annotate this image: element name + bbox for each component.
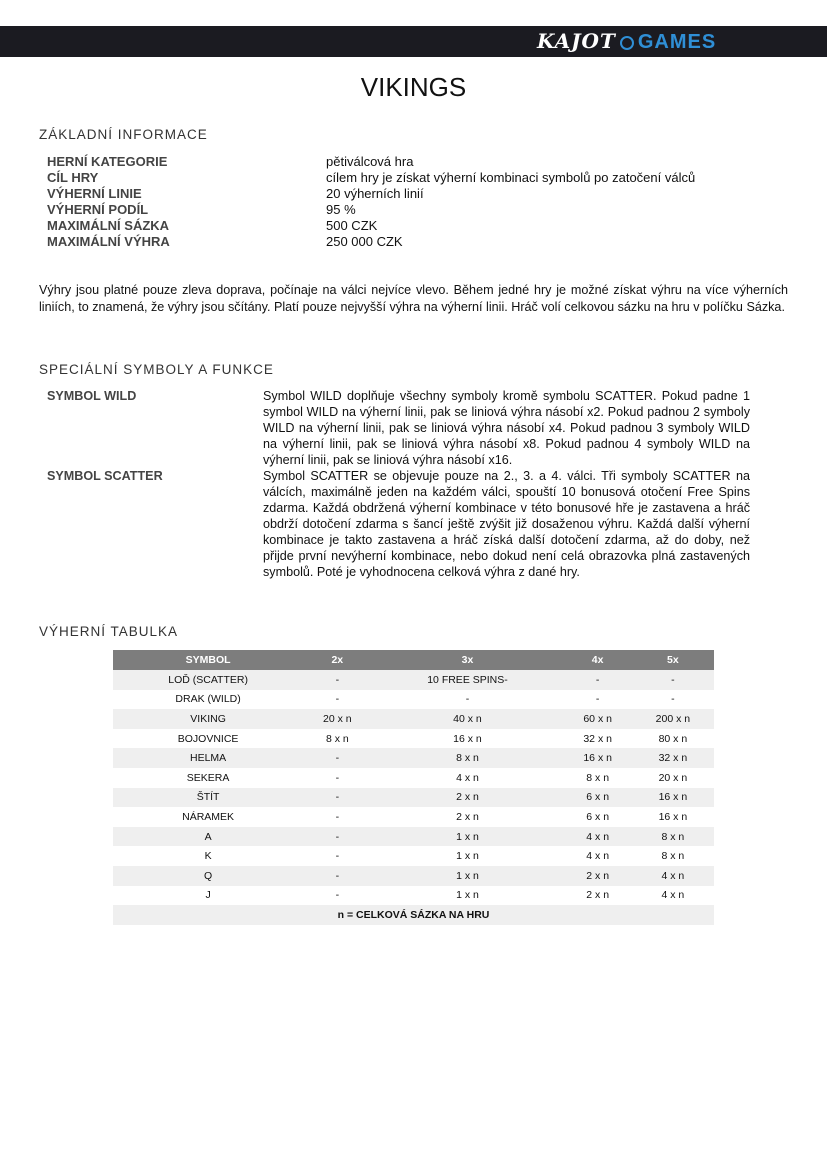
table-cell: NÁRAMEK: [182, 810, 235, 823]
table-cell: 60 x n: [564, 709, 632, 729]
table-cell: 8 x n: [371, 748, 563, 768]
table-cell: K: [204, 850, 212, 863]
column-header: SYMBOL: [113, 650, 303, 670]
table-cell: VIKING: [113, 709, 303, 729]
table-row: [113, 748, 714, 768]
table-row: [113, 768, 714, 788]
info-row: [47, 154, 695, 170]
rules-paragraph: Výhry jsou platné pouze zleva doprava, počínaje na válci nejvíce vlevo. Během jedné hry je možné získat výhru na více výherních liniích, to znamená, že výhry jsou sčítány. Platí pouze nejvyšší výhra na výherní linii. Hráč volí celkovou sázku na hru v políčku Sázka.: [39, 283, 788, 314]
table-cell: 4 x n: [564, 827, 632, 847]
table-cell: 2 x n: [456, 810, 479, 823]
paytable: [113, 650, 714, 925]
table-cell: 20 x n: [658, 771, 688, 784]
table-cell: 4 x n: [456, 771, 479, 784]
kajot-games-logo: [537, 29, 716, 54]
table-cell: 80 x n: [658, 732, 688, 745]
info-value: cílem hry je získat výherní kombinaci symbolů po zatočení válců: [326, 170, 696, 185]
table-cell: 10 FREE SPINS-: [371, 670, 563, 690]
special-row: [47, 388, 750, 468]
table-cell: -: [465, 693, 470, 706]
table-cell: J: [205, 889, 211, 902]
table-cell: -: [303, 788, 371, 808]
table-cell: -: [303, 748, 371, 768]
info-row: [47, 234, 695, 250]
table-cell: HELMA: [113, 748, 303, 768]
special-label: SYMBOL WILD: [47, 389, 137, 403]
table-cell: -: [335, 889, 340, 902]
table-cell: ŠTÍT: [113, 788, 303, 808]
table-cell: -: [303, 827, 371, 847]
table-cell: 6 x n: [586, 810, 610, 823]
column-header: 2x: [303, 650, 371, 670]
header-bar: [0, 26, 827, 57]
info-value: pětiválcová hra: [326, 154, 414, 169]
table-cell: -: [632, 670, 714, 690]
table-cell: 8 x n: [325, 732, 349, 745]
special-desc: Symbol SCATTER se objevuje pouze na 2., 3. a 4. válci. Tři symboly SCATTER na válcích, maximálně jeden na každém válci, spouští 10 bonusová otočení Free Spins zdarma. Každá obdržená výherní kombinace v této bonusové hře je zastavena a hráč obdrží dotočení zdarma s šancí ještě zvýšit již dosaženou výhru. Každá další výherní kombinace je takto zastavena a hráč získá další dotočení zdarma, až do doby, než přijde první nevýherní kombinace, nebo dokud není celá obrazovka plná zastavených symbolů. Poté je vyhodnocena celková výhra z dané hry.: [263, 469, 750, 579]
table-cell: 16 x n: [564, 748, 632, 768]
table-row: [113, 807, 714, 827]
table-cell: 32 x n: [583, 732, 612, 745]
table-cell: -: [595, 693, 600, 706]
table-cell: LOĎ (SCATTER): [113, 670, 303, 690]
special-list: [47, 388, 750, 580]
table-cell: BOJOVNICE: [177, 732, 239, 745]
table-cell: 20 x n: [303, 709, 371, 729]
table-cell: 32 x n: [632, 748, 714, 768]
table-cell: -: [303, 866, 371, 886]
table-cell: 16 x n: [453, 732, 482, 745]
table-cell: 2 x n: [586, 889, 610, 902]
special-heading: SPECIÁLNÍ SYMBOLY A FUNKCE: [39, 362, 274, 377]
table-row: [113, 690, 714, 710]
table-cell: 200 x n: [632, 709, 714, 729]
table-row: [113, 709, 714, 729]
basic-info-list: [47, 154, 695, 250]
table-cell: 4 x n: [586, 850, 610, 863]
info-label: MAXIMÁLNÍ VÝHRA: [47, 234, 170, 249]
table-cell: 1 x n: [371, 866, 563, 886]
table-cell: -: [335, 810, 340, 823]
table-cell: -: [671, 693, 675, 706]
special-desc: Symbol WILD doplňuje všechny symboly kromě symbolu SCATTER. Pokud padne 1 symbol WILD na výherní linii, pak se liniová výhra násobí x2. Pokud padnou 2 symboly WILD na výherní linii, pak se liniová výhra násobí x4. Pokud padnou 3 symboly WILD na výherní linii, pak se liniová výhra násobí x8. Pokud padnou 4 symboly WILD na výherní linii, pak se liniová výhra násobí x16.: [263, 389, 750, 467]
table-cell: DRAK (WILD): [175, 693, 241, 706]
table-row: [113, 729, 714, 749]
info-label: VÝHERNÍ PODÍL: [47, 202, 149, 217]
table-cell: 8 x n: [661, 850, 685, 863]
info-value: 500 CZK: [326, 218, 378, 233]
table-cell: 1 x n: [456, 850, 479, 863]
table-row: [113, 866, 714, 886]
globe-icon: [620, 36, 634, 50]
logo-text-games: GAMES: [637, 31, 717, 53]
table-row: [113, 827, 714, 847]
table-cell: 4 x n: [661, 889, 685, 902]
table-cell: 2 x n: [564, 866, 632, 886]
info-label: VÝHERNÍ LINIE: [47, 186, 142, 201]
info-value: 95 %: [326, 202, 356, 217]
table-row: [113, 846, 714, 866]
info-value: 250 000 CZK: [326, 234, 403, 249]
table-cell: -: [335, 693, 340, 706]
table-row: [113, 788, 714, 808]
paytable-footer: n = CELKOVÁ SÁZKA NA HRU: [113, 905, 714, 925]
table-cell: -: [303, 670, 371, 690]
table-cell: 8 x n: [586, 771, 610, 784]
table-cell: 8 x n: [632, 827, 714, 847]
info-label: CÍL HRY: [47, 170, 99, 185]
table-cell: -: [564, 670, 632, 690]
paytable-heading: VÝHERNÍ TABULKA: [39, 624, 179, 639]
info-row: [47, 170, 695, 186]
info-row: [47, 202, 695, 218]
table-cell: 16 x n: [658, 810, 688, 823]
table-cell: SEKERA: [186, 771, 230, 784]
table-cell: -: [335, 771, 340, 784]
table-row: [113, 886, 714, 906]
basic-info-heading: ZÁKLADNÍ INFORMACE: [39, 127, 208, 142]
table-cell: 16 x n: [632, 788, 714, 808]
info-row: [47, 218, 695, 234]
table-cell: 1 x n: [371, 827, 563, 847]
info-label: MAXIMÁLNÍ SÁZKA: [47, 218, 170, 233]
info-value: 20 výherních linií: [326, 186, 424, 201]
column-header: 5x: [632, 650, 714, 670]
column-header: 3x: [371, 650, 563, 670]
logo-text-kajot: KAJOT: [537, 29, 616, 53]
info-label: HERNÍ KATEGORIE: [47, 154, 168, 169]
table-cell: 2 x n: [371, 788, 563, 808]
info-row: [47, 186, 695, 202]
table-row: [113, 670, 714, 690]
table-cell: -: [335, 850, 340, 863]
table-cell: A: [113, 827, 303, 847]
special-label: SYMBOL SCATTER: [47, 469, 163, 483]
table-cell: 6 x n: [564, 788, 632, 808]
page-title: VIKINGS: [360, 72, 467, 102]
table-cell: 40 x n: [371, 709, 563, 729]
table-cell: Q: [113, 866, 303, 886]
column-header: 4x: [564, 650, 632, 670]
table-cell: 4 x n: [632, 866, 714, 886]
special-row: [47, 468, 750, 580]
table-cell: 1 x n: [456, 889, 479, 902]
